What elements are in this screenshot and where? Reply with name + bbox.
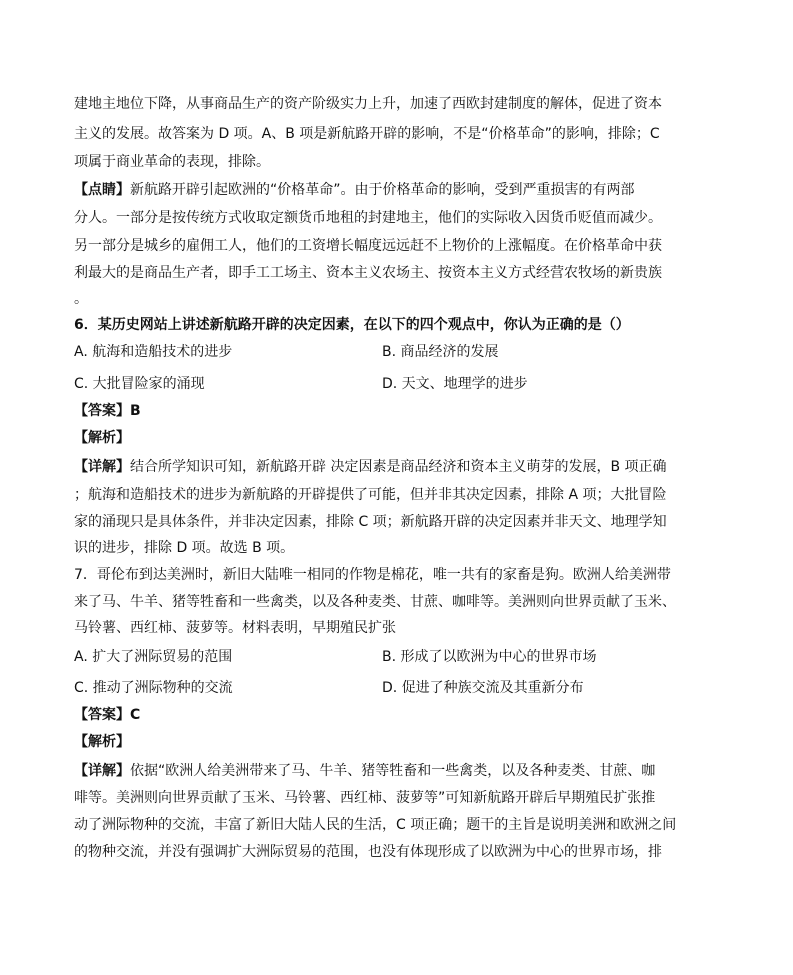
q6-answer: [74, 401, 724, 421]
text-line: 动了洲际物种的交流，丰富了新旧大陆人民的生活，C 项正确；题干的主旨是说明美洲和欧洲之间: [74, 817, 677, 833]
q6-detail-first-line: [74, 457, 724, 477]
text-line: 。: [74, 291, 88, 307]
answer-value: B: [130, 403, 141, 419]
text-line: 利最大的是商品生产者，即手工工场主、资本主义农场主、按资本主义方式经营农牧场的新贵族: [74, 265, 662, 281]
q7-option-d: D. 促进了种族交流及其重新分布: [382, 680, 584, 696]
text-line: 建地主地位下降，从事商品生产的资产阶级实力上升，加速了西欧封建制度的解体，促进了资本: [74, 96, 662, 112]
text-line: 另一部分是城乡的雇佣工人，他们的工资增长幅度远远赶不上物价的上涨幅度。在价格革命中获: [74, 238, 662, 254]
detail-text: 依据“欧洲人给美洲带来了马、牛羊、猪等牲畜和一些禽类，以及各种麦类、甘蔗、咖: [130, 763, 656, 779]
text-line: 分人。一部分是按传统方式收取定额货币地租的封建地主，他们的实际收入因货币贬值而减少。: [74, 210, 662, 226]
q6-option-c: C. 大批冒险家的涌现: [74, 376, 205, 392]
detail-tag: 【详解】: [74, 459, 130, 475]
detail-text: 结合所学知识可知，新航路开辟 决定因素是商品经济和资本主义萌芽的发展，B 项正确: [130, 459, 667, 475]
q6-stem: 6．某历史网站上讲述新航路开辟的决定因素，在以下的四个观点中，你认为正确的是（）: [74, 317, 630, 333]
note-text: 新航路开辟引起欧洲的“价格革命”。由于价格革命的影响，受到严重损害的有两部: [130, 182, 635, 198]
note-tag: 【点睛】: [74, 182, 130, 198]
text-line: ；航海和造船技术的进步为新航路的开辟提供了可能，但并非其决定因素，排除 A 项；大批冒险: [74, 487, 667, 503]
q7-analysis-tag: 【解析】: [74, 734, 130, 750]
text-line: 识的进步，排除 D 项。故选 B 项。: [74, 540, 295, 556]
text-line: 项属于商业革命的表现，排除。: [74, 154, 270, 170]
q6-option-b: B. 商品经济的发展: [382, 344, 499, 360]
q7-option-c: C. 推动了洲际物种的交流: [74, 680, 233, 696]
text-line: 啡等。美洲则向世界贡献了玉米、马铃薯、西红柿、菠萝等”可知新航路开辟后早期殖民扩张推: [74, 790, 656, 806]
text-line: 家的涌现只是具体条件，并非决定因素，排除 C 项；新航路开辟的决定因素并非天文、地理学知: [74, 514, 667, 530]
detail-tag: 【详解】: [74, 763, 130, 779]
q7-option-b: B. 形成了以欧洲为中心的世界市场: [382, 649, 597, 665]
q7-option-a: A. 扩大了洲际贸易的范围: [74, 649, 233, 665]
q6-analysis-tag: 【解析】: [74, 430, 130, 446]
answer-tag: 【答案】: [74, 403, 130, 419]
q6-option-d: D. 天文、地理学的进步: [382, 376, 528, 392]
note-first-line: [74, 180, 724, 200]
q6-option-a: A. 航海和造船技术的进步: [74, 344, 233, 360]
q7-answer: [74, 705, 724, 725]
q7-stem-line: 马铃薯、西红柿、菠萝等。材料表明，早期殖民扩张: [74, 620, 396, 636]
q7-stem-line: 来了马、牛羊、猪等牲畜和一些禽类，以及各种麦类、甘蔗、咖啡等。美洲则向世界贡献了玉米、: [74, 594, 676, 610]
answer-value: C: [130, 707, 141, 723]
text-line: 主义的发展。故答案为 D 项。A、B 项是新航路开辟的影响，不是“价格革命”的影响，排除；C: [74, 126, 660, 142]
q7-detail-first-line: [74, 761, 724, 781]
q7-stem-line: 7．哥伦布到达美洲时，新旧大陆唯一相同的作物是棉花，唯一共有的家畜是狗。欧洲人给美洲带: [74, 567, 671, 583]
answer-tag: 【答案】: [74, 707, 130, 723]
text-line: 的物种交流，并没有强调扩大洲际贸易的范围，也没有体现形成了以欧洲为中心的世界市场，排: [74, 844, 662, 860]
